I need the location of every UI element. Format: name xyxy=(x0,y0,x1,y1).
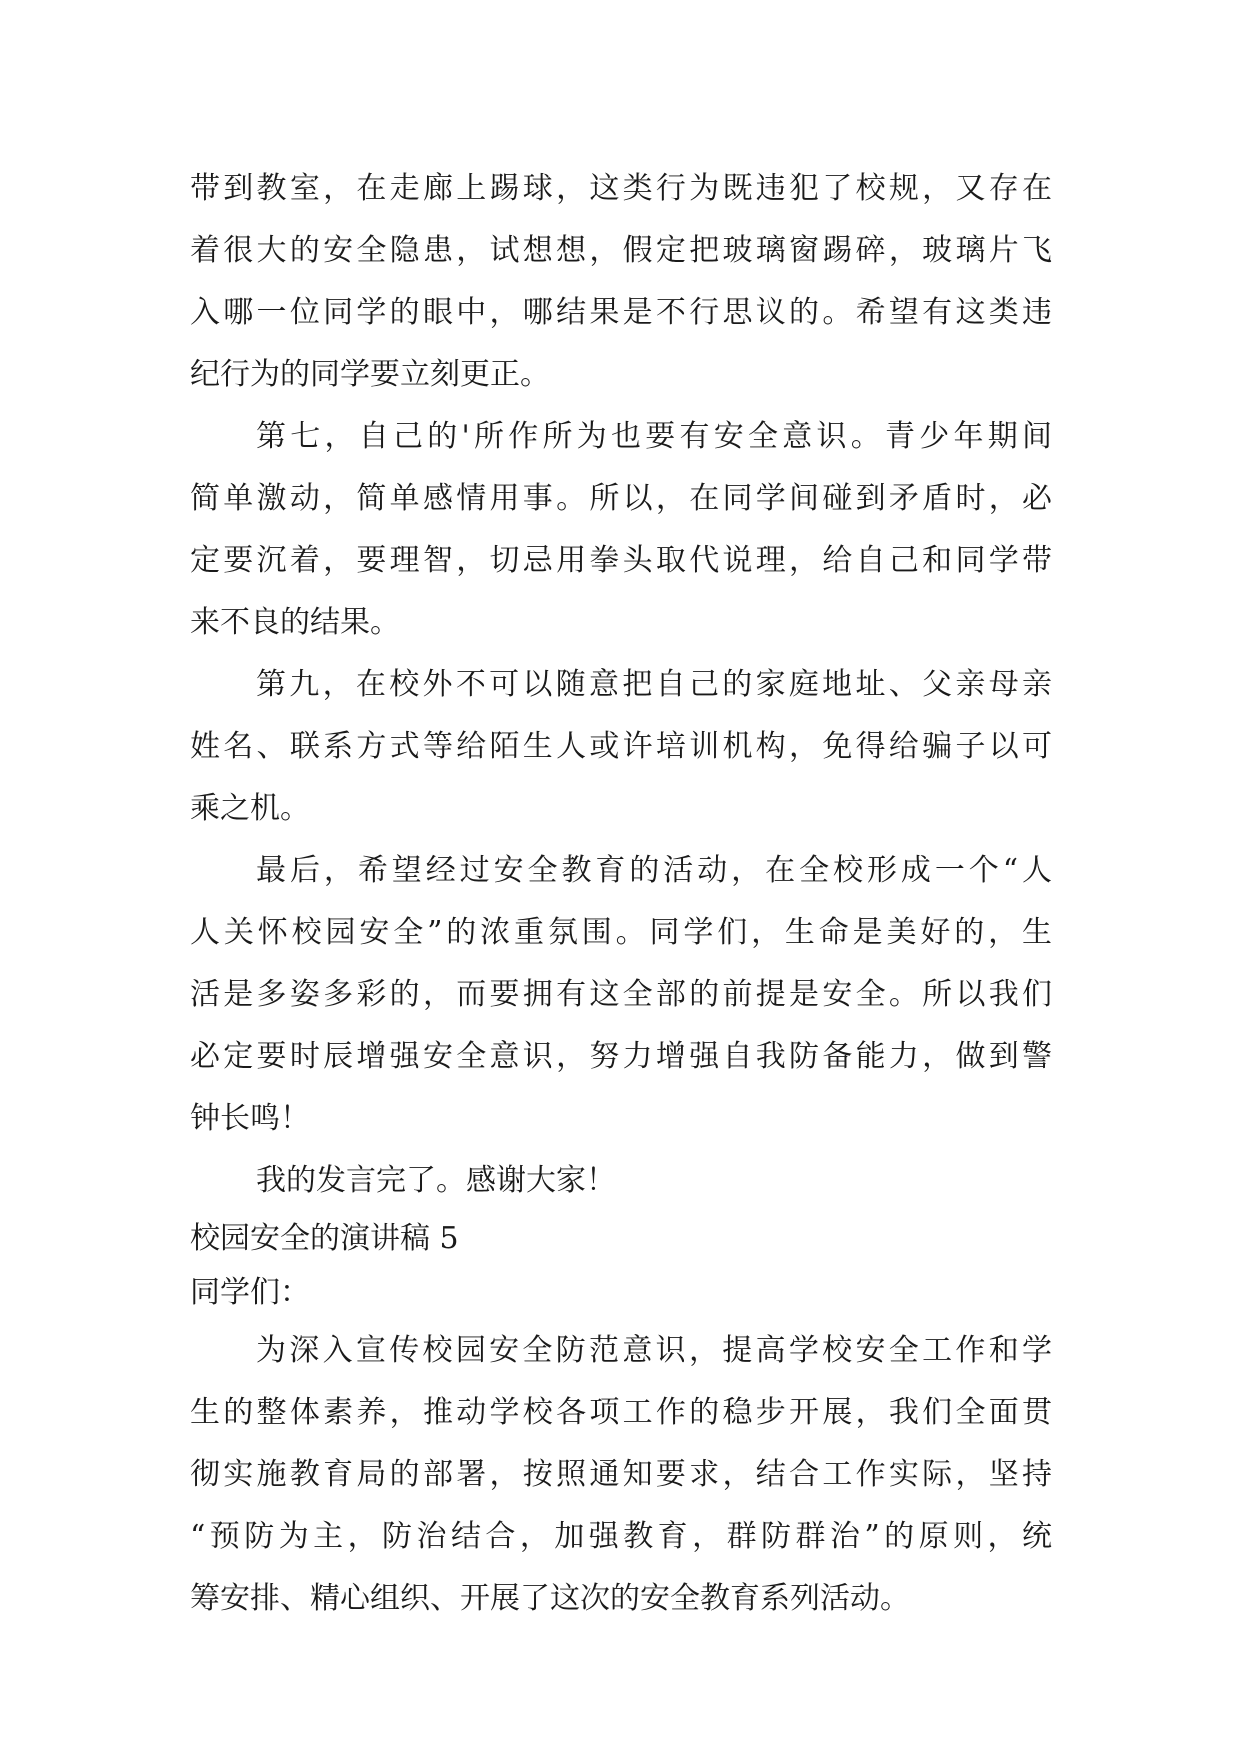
paragraph-4 xyxy=(190,840,1052,1150)
text-line: 人关怀校园安全”的浓重氛围。同学们，生命是美好的，生 xyxy=(190,915,1052,950)
text-line: 姓名、联系方式等给陌生人或许培训机构，免得给骗子以可 xyxy=(190,729,1052,764)
text-line: 我的发言完了。感谢大家！ xyxy=(256,1163,616,1198)
text-line: 最后，希望经过安全教育的活动，在全校形成一个“人 xyxy=(256,853,1052,888)
text-line: 乘之机。 xyxy=(190,791,310,826)
text-line: 着很大的安全隐患，试想想，假定把玻璃窗踢碎，玻璃片飞 xyxy=(190,233,1052,268)
paragraph-3 xyxy=(190,654,1052,840)
text-line: 简单激动，简单感情用事。所以，在同学间碰到矛盾时，必 xyxy=(190,481,1052,516)
paragraph-6 xyxy=(190,1320,1052,1630)
text-line: 第九，在校外不可以随意把自己的家庭地址、父亲母亲 xyxy=(256,667,1052,702)
text-line: 必定要时辰增强安全意识，努力增强自我防备能力，做到警 xyxy=(190,1039,1052,1074)
text-line: 活是多姿多彩的，而要拥有这全部的前提是安全。所以我们 xyxy=(190,977,1052,1012)
text-line: “预防为主，防治结合，加强教育，群防群治”的原则，统 xyxy=(190,1519,1052,1554)
text-line: 纪行为的同学要立刻更正。 xyxy=(190,357,550,392)
text-line: 入哪一位同学的眼中，哪结果是不行思议的。希望有这类违 xyxy=(190,295,1052,330)
greeting: 同学们： xyxy=(190,1275,310,1310)
text-line: 来不良的结果。 xyxy=(190,605,400,640)
text-line: 钟长鸣！ xyxy=(190,1101,310,1136)
text-line: 彻实施教育局的部署，按照通知要求，结合工作实际，坚持 xyxy=(190,1457,1052,1492)
paragraph-5 xyxy=(190,1150,1052,1212)
section-title: 校园安全的演讲稿 5 xyxy=(190,1221,459,1256)
text-line: 筹安排、精心组织、开展了这次的安全教育系列活动。 xyxy=(190,1581,910,1616)
document-body xyxy=(190,158,1052,1630)
text-line: 定要沉着，要理智，切忌用拳头取代说理，给自己和同学带 xyxy=(190,543,1052,578)
text-line: 为深入宣传校园安全防范意识，提高学校安全工作和学 xyxy=(256,1333,1052,1368)
text-line: 带到教室，在走廊上踢球，这类行为既违犯了校规，又存在 xyxy=(190,171,1052,206)
paragraph-1 xyxy=(190,158,1052,406)
text-line: 生的整体素养，推动学校各项工作的稳步开展，我们全面贯 xyxy=(190,1395,1052,1430)
paragraph-2 xyxy=(190,406,1052,654)
text-line: 第七，自己的'所作所为也要有安全意识。青少年期间 xyxy=(256,419,1052,454)
